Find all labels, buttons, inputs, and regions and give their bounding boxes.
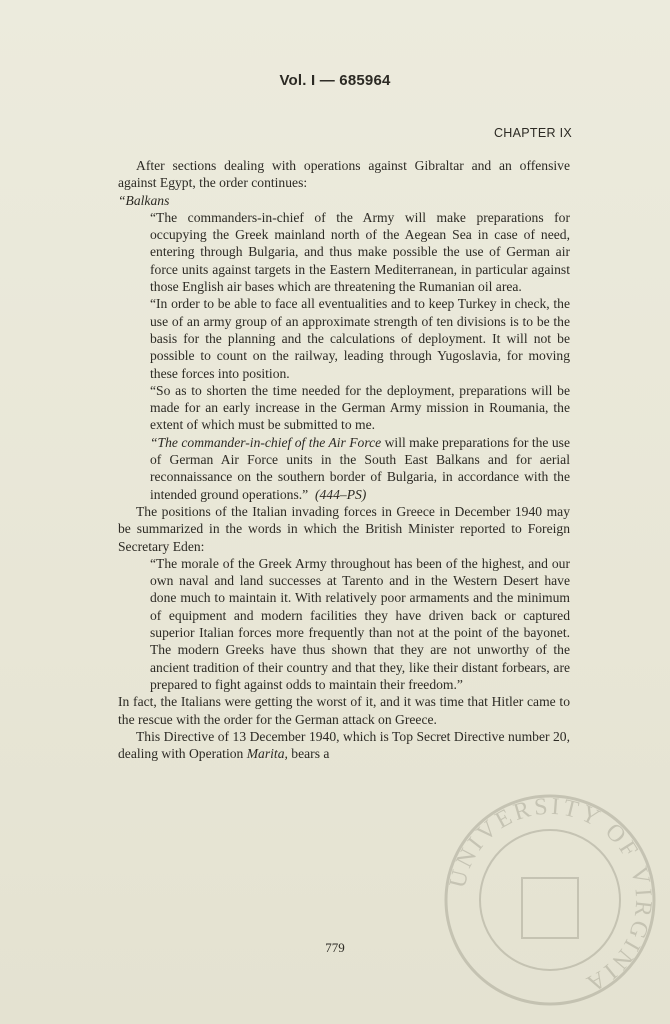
directive-text-start: This Directive of 13 December 1940, which is Top Secret Directive number 20, dealing with Operation: [118, 728, 570, 762]
body-text: [118, 157, 570, 762]
quote-air-force-text: will make preparations for the use of German Air Force units in the South East Balkans and for aerial reconnaissance on the southern border of Bulgaria, in accordance with the intended ground operations.”: [150, 434, 570, 502]
quote-paragraph-air-force: [150, 434, 570, 503]
quote-air-force-italic: “The commander-in-chief of the Air Force: [150, 434, 382, 450]
paragraph-directive: [118, 728, 570, 763]
paragraph-intro: After sections dealing with operations against Gibraltar and an offensive against Egypt, the order continues:: [118, 158, 570, 191]
quote-heading-balkans: “Balkans: [118, 192, 170, 208]
document-reference: (444–PS): [314, 486, 367, 502]
operation-name: Marita,: [246, 746, 288, 762]
paragraph-positions: The positions of the Italian invading forces in Greece in December 1940 may be summarized in the words in which the British Minister reported to Foreign Secretary Eden:: [118, 503, 570, 554]
quote-paragraph-army: “The commanders-in-chief of the Army will make preparations for occupying the Greek mainland north of the Aegean Sea in case of need, entering through Bulgaria, and thus make possible the use of German air force units against targets in the Eastern Mediterranean, in particular against those English air bases which are threatening the Rumanian oil area.: [150, 209, 570, 295]
page-number: 779: [325, 940, 345, 955]
quote-paragraph-morale: “The morale of the Greek Army throughout has been of the highest, and our own naval and land successes at Tarento and in the Western Desert have done much to maintain it. With relatively poor armaments and the minimum of equipment and modern facilities they have driven back or captured superior Italian forces more frequently than not at the point of the bayonet. The modern Greeks have thus shown that they are not unworthy of the ancient tradition of their country and that they, like their distant forbears, are prepared to fight against odds to maintain their freedom.”: [150, 555, 570, 692]
quote-paragraph-turkey: “In order to be able to face all eventualities and to keep Turkey in check, the use of an army group of an approximate strength of ten divisions is to be the basis for the planning and the calculations of deployment. It will not be possible to count on the railway, leading through Yugoslavia, for moving these forces into position.: [150, 296, 570, 381]
svg-text:UNIVERSITY OF VIRGINIA: [445, 794, 657, 998]
university-seal-watermark: [440, 790, 660, 1010]
quote-paragraph-deployment: “So as to shorten the time needed for the deployment, preparations will be made for an early increase in the German Army mission in Roumania, the extent of which must be submitted to me.: [150, 382, 570, 433]
directive-text-end: bears a: [287, 746, 330, 762]
chapter-label: CHAPTER IX: [493, 126, 572, 140]
page-header: Vol. I — 685964: [279, 72, 391, 89]
paragraph-in-fact: In fact, the Italians were getting the worst of it, and it was time that Hitler came to the rescue with the order for the German attack on Greece.: [118, 694, 570, 727]
seal-text: UNIVERSITY OF VIRGINIA: [444, 793, 657, 998]
